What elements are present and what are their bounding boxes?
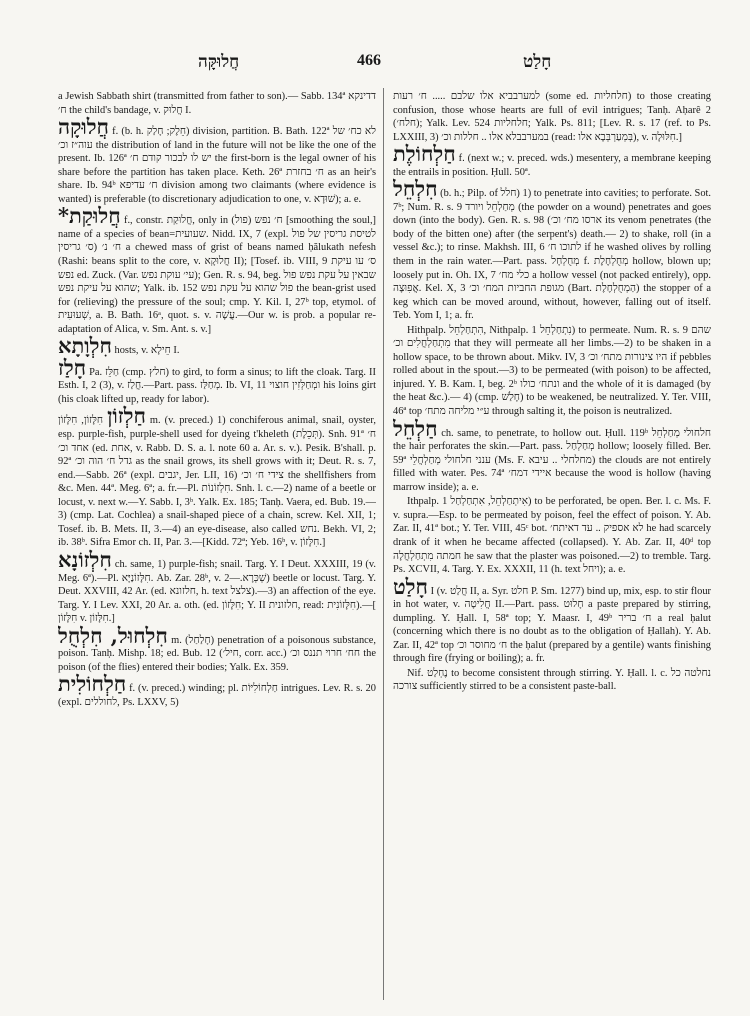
entry-headword: חֲלוּקָה bbox=[58, 114, 109, 140]
entry-text: f., constr. חֲלוּקַת, only in ח׳ נפש (פול) [smoothing the soul,] name of a species of bean=שעועית. Nidd. IX, 7 (expl. לטיסת גריסין של פול ח׳ נ׳ (ס׳ גריסין a chewed mass of grist of beans named ḥălukath nefesh (Rashi: beans split to the core, v. חֲלוּקָא II); [Tosef. ib. VIII, 9 ס׳ עו עיקת נפש ed. Zuck. (Var. עי׳ עוקת נפש); Gen. R. s. 94, beg. שבאין על עקת נפש פול שהוא על עיקת נפש; Yalk. ib. 152 פול שהוא על עקת נפש the bean-grist used for (relieving) the pressure of the soul; cmp. Y. Kil. I, 27ᵇ top, etymol. of שְׁעוּעִית, a. B. Bath. 16ᵃ, quot. s. v. עֲשָׁה.—Our w. is prob. a popular re-adaptation of Alica, v. Sm. Ant. s. v.] bbox=[58, 215, 376, 335]
dictionary-entry bbox=[393, 141, 711, 179]
left-running-head: חֲלוּקָּה bbox=[198, 52, 240, 71]
entry-headword: חָלַז bbox=[58, 354, 87, 380]
left-column bbox=[58, 90, 376, 1000]
page-number: 466 bbox=[357, 52, 381, 69]
dictionary-entry bbox=[58, 90, 376, 117]
entry-text: חִלָּזוֹן, חִלָּזוֹן m. (v. preced.) 1) conchiferous animal, snail, oyster, esp. purple-fish, purple-shell used for dyeing t'kheleth (תְּכֵלֶת). Snh. 91ª ח׳ אחד וכ׳ (ed. אחת, v. Rabb. D. S. a. l. note 60 a. Ar. s. v.). Pesik. B'shall. p. 92ª גדל ח׳ הוה וכ׳ as the snail grows, its shell grows with it; Deut. R. s. 7, end.—Sabb. 26ª (expl. יגבים, Jer. LII, 16) צידי ח׳ וכ׳ the shellfishers from &c. Men. 44ª. Meg. 6ª; a. fr.—Pl. חִלְזוֹנוֹת. Snh. l. c.—2) name of a beetle or locust, v. next w.—Y. Sabb. I, 3ᵇ. Yalk. Ex. 185; Tanḥ. Vaera, ed. Bub. 19.—3) (cmp. Lat. Cochlea) a snail-shaped piece of a chain, screw. Kel. XII, 1; Tosef. ib. B. Mets. II, 3.—4) an eye-disease, also called נחש. Bekh. VI, 2; ib. 38ᵇ. Sifra Emor ch. II, Par. 3.—[Kidd. 72ª; Yeb. 16ᵇ, v. חִלָּזוֹן.] bbox=[58, 415, 376, 549]
dictionary-entry bbox=[58, 354, 376, 407]
entry-text: hosts, v. חֵילָא I. bbox=[114, 345, 180, 357]
entry-headword: חַלְחֵל bbox=[393, 415, 438, 441]
entry-headword: חַלְחוֹלִית bbox=[58, 671, 127, 697]
right-running-head: חָלַט bbox=[523, 52, 552, 71]
entry-text: I (v. חֲלַט II, a. Syr. חלט P. Sm. 1277) bind up, mix, esp. to stir flour in hot water, v. חֲלִיטָה II.—Part. pass. חָלוּט a paste prepared by stirring, dumpling. Y. Ḥall. I, 58ª top; Y. Maasr. I, 49ᵇ ח׳ בריר a real ḥalut (concerning which there is no doubt as to the obligation of Ḥallah). Y. Ab. Zar. II, 42ª top ח׳ מחוסר וכ׳ the ḥalut (prepared by a gentile) wants finishing through fire (frying or boiling); a. fr. bbox=[393, 585, 711, 665]
entry-text: למערבביא אלו שלבם ..... ח׳ רעות (some ed. חלחליות) to those creating confusion, those whose hearts are full of evil intrigues; Tanḥ. Aḥarê 2 (חלח׳); Yalk. Lev. 524 חלחליות; Yalk. Ps. 811; [Lev. R. s. 17 (ref. to Ps. LXXIII, 3) במערבבלא אלו .. חללות וכ׳ (read: בְּמְעַרְבְּבָא אלו), v. חִלּוּלָה.] bbox=[393, 91, 711, 143]
dictionary-entry bbox=[393, 573, 711, 666]
entry-text: Nif. נֶחְלַט to become consistent through stirring. Y. Ḥall. l. c. נחלטה כל צורכה sufficiently stirred to be a consistent paste-ball. bbox=[393, 667, 711, 693]
dictionary-entry bbox=[58, 671, 376, 709]
entry-text: ch. same, 1) purple-fish; snail. Targ. Y. I Deut. XXXIII, 19 (v. Meg. 6ª).—Pl. חִלָּזוֹנַיָּא. Ab. Zar. 28ᵇ, v. שְׁכְּרָא.—2) beetle or locust. Targ. Y. Deut. XXVIII, 42 Ar. (ed. חלזונא, h. text צלצל).—3) an affection of the eye. Targ. Y. I Lev. XXI, 20 Ar. a. oth. (ed. חִלָּזוֹן; Y. II חלזונית, read: חִלָּזוֹנִית).—[ חִלָּזוֹן v. חִלָּזוֹן.] bbox=[58, 558, 376, 625]
entry-headword: *חֲלוּקַת bbox=[58, 203, 121, 229]
entry-text: Ithpalp. אִיתְחַלְחֵל, אִתְחַלְחַל 1) to be perforated, be open. Ber. l. c. Ms. F. v. supra.—Esp. to be permeated by poison, feel the effect of poison. Y. Ab. Zar. II, 41ª bot.; Y. Ter. VIII, 45ᶜ bot. לא אספיק .. עד דאיתח׳ he had scarcely drank of it when he became affected (collapsed). Y. Ab. Zar. II, 40ᵈ top חמתה מִתְחַלְחֲלָה he saw that the plaster was poisoned.—2) to tremble. Targ. Ps. XCVII, 4. Targ. Y. Ex. XXXII, 11 (h. text ויחל); a. e. bbox=[393, 496, 711, 576]
entry-headword: חִלְוָתָא bbox=[58, 333, 112, 359]
dictionary-entry bbox=[58, 403, 376, 549]
dictionary-entry bbox=[393, 415, 711, 495]
entry-text: m. (חָלַחַל) penetration of a poisonous substance, poison. Tanḥ. Mishp. 18; ed. Bub. 12 (חיל׳, corr. acc.) חח׳ חרוי תננס וכ׳ the poison (of the flies) entered their bodies; Yalk. Ex. 359. bbox=[58, 634, 376, 673]
right-column bbox=[393, 90, 711, 1000]
dictionary-entry bbox=[58, 622, 376, 675]
entry-text: f. (b. h. חֵלֶק; חָלַק) division, partition. B. Bath. 122ª לא כח׳ של עוה״ז וכ׳ the distribution of land in the future will not be like the one of the present. Ib. 126ª יש לו לבכור קודם ח׳ the first-born is the legal owner of his share before the partition has taken place. Keth. 26ª ח׳ בחזרת as an heir's share. Ib. 94ᵇ ח׳ עדיפא division among two claimants (where evidence is wanted) is preferable (to discretionary adjudication to one, v. שׁוּדָא); a. e. bbox=[58, 126, 376, 205]
entry-text: (b. h.; Pilp. of חלל) 1) to penetrate into cavities; to perforate. Sot. 7ᵇ; Num. R. s. 9 מְחַלְחֵל ויורד (the powder on a wound) penetrates and goes down (into the body). Gen. R. s. 98 (ארסו מח׳ וכ׳ its venom penetrates (the body of the bitten one) after (the serpent's) death.— 2) to shake, roll (in a vessel &c.); to rinse. Makhsh. III, 6 לתוכו ח׳ if he washed olives by rolling them in the rain water.—Part. pass. מְחֻלְחָל f. מְחֻלְחֶלֶת hollow, blown up; loosely put in. Oh. IX, 7 כלי מח׳ a hollow vessel (not packed entirely), opp. אֲפִוּצָה. Kel. X, 3 מגופת החביות המח׳ וכ׳ (Bart. הַמְחֻלְחֶלֶת) the stopper of a keg which can be moved around, without, however, falling out of itself. Teb. Yom I, 1; a. fr. bbox=[393, 188, 711, 322]
entry-headword: חִלְחֵל bbox=[393, 176, 438, 202]
entry-text: a Jewish Sabbath shirt (transmitted from father to son).— Sabb. 134ª דדינקא ח׳ the child's bandage, v. חֲלוּק I. bbox=[58, 91, 376, 116]
dictionary-entry bbox=[393, 176, 711, 322]
dictionary-entry bbox=[393, 495, 711, 576]
dictionary-entry bbox=[393, 667, 711, 694]
entry-headword: חִלְזוֹנָא bbox=[58, 546, 112, 572]
entry-text: f. (next w.; v. preced. wds.) mesentery, a membrane keeping the entrails in position. Ḥull. 50ª. bbox=[393, 153, 711, 178]
entry-headword: חַלְזוֹן bbox=[107, 403, 146, 429]
dictionary-entry bbox=[58, 114, 376, 206]
entry-headword: חִלְחוּל, חִלְחֻל bbox=[58, 622, 168, 648]
dictionary-entry bbox=[393, 90, 711, 144]
column-divider bbox=[383, 88, 384, 1000]
page-header bbox=[0, 52, 750, 78]
dictionary-entry bbox=[58, 546, 376, 626]
dictionary-entry bbox=[58, 333, 376, 359]
entry-text: Pa. חַלֵּז (cmp. חלץ) to gird, to form a sinus; to lift the cloak. Targ. II Esth. I, 2 (3), v. חֲלַז.—Part. pass. מְחַלַּז. Ib. VI, 11 ומְחַלְּזִין חוצוי his loins girt (his cloak lifted up, ready for labor). bbox=[58, 366, 376, 405]
entry-text: f. (v. preced.) winding; pl. חַלְחוֹלִיּוֹת intrigues. Lev. R. s. 20 (expl. לחוללים, Ps. LXXV, 5) bbox=[58, 683, 376, 708]
dictionary-entry bbox=[58, 203, 376, 336]
entry-headword: חַלְחוֹלֶת bbox=[393, 141, 456, 167]
entry-headword: חָלַט bbox=[393, 573, 428, 599]
dictionary-entry bbox=[393, 324, 711, 419]
entry-text: ch. same, to penetrate, to hollow out. Ḥull. 119ᵇ חלחולי מְחַלְחֵל the hair perforates the skin.—Part. pass. מְחַלְחַל hollow; loosely filled. Ber. 59ª ענני חלחולי מְחַלְחֲלֵי (Ms. F. מחלחלי .. עיבא) the clouds are not entirely filled with water. Pes. 74ª איידי דמח׳ because the wood is hollow (having marrow inside); a. e. bbox=[393, 427, 711, 493]
entry-text: Hithpalp. הִתְחַלְחֵל, Nithpalp. נִתְחַלְחֵל 1) to permeate. Num. R. s. 9 שהם מִתְחַלְחֲלִים וכ׳ that they will permeate all her limbs.—2) to be shaken in a hollow space, to be thrown about. Mikv. IV, 3 היו צינורות מתח׳ וכ׳ if pebbles rolled about in the spout.—3) to be permeated (with poison) to be affected, injured. Y. B. Kam. I, beg. 2ᵇ ונתח׳ כולו and the whole of it is damaged (by the heat &c.).— 4) (cmp. חָלַשׁ) to be weakened, be neutralized. Y. Ter. VIII, 46ª top ע״י מליחה מתח׳ through salting it, the poison is neutralized. bbox=[393, 324, 711, 418]
